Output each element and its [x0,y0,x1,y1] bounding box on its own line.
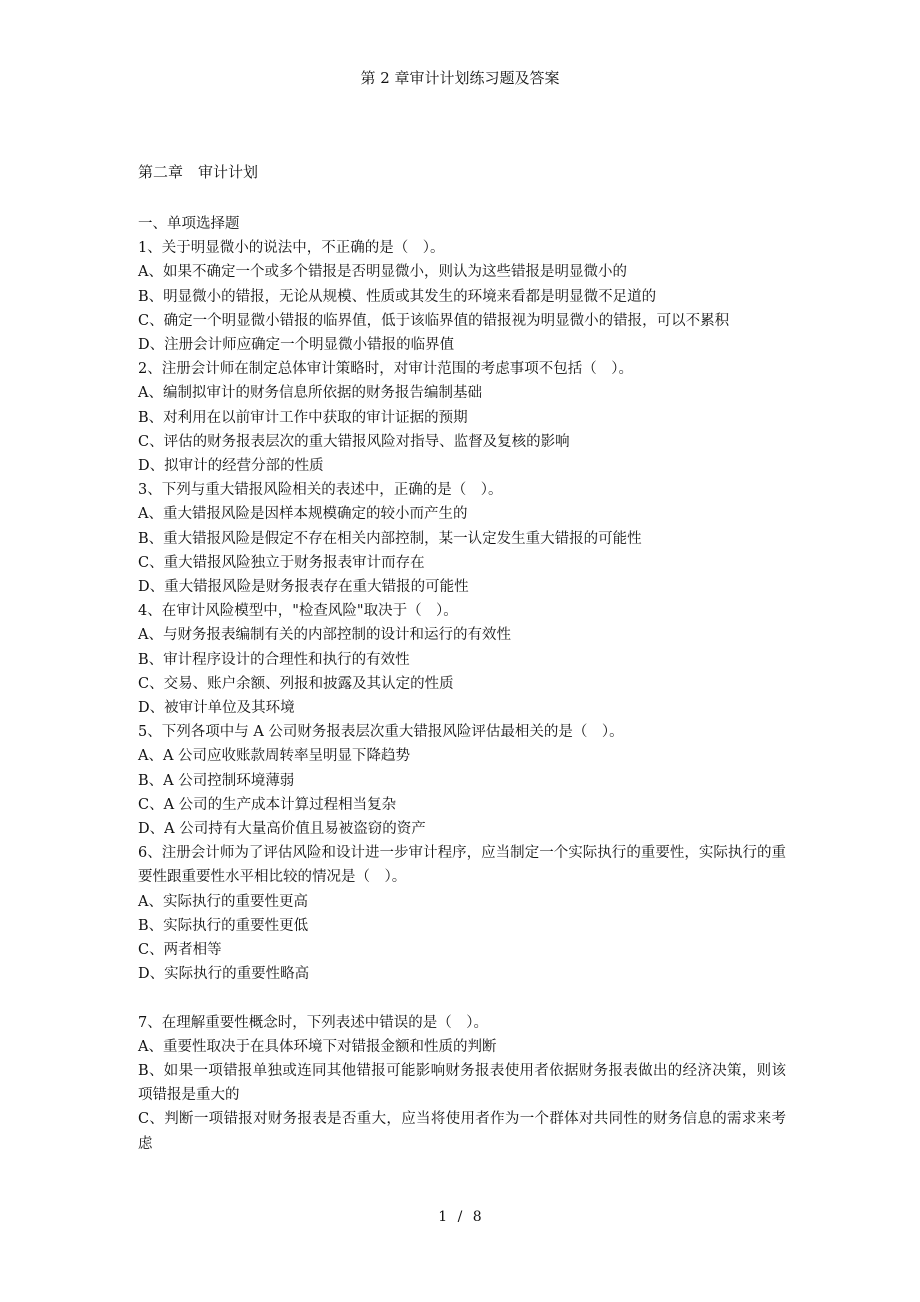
option-a: A、重大错报风险是因样本规模确定的较小而产生的 [138,506,468,523]
question-block [138,357,786,478]
question-stem: 4、在审计风险模型中，"检查风险"取决于（ ）。 [138,603,458,620]
document-title: 第 2 章审计计划练习题及答案 [360,69,560,87]
chapter-heading: 第二章 审计计划 [138,163,259,181]
section-heading: 一、单项选择题 [138,216,240,232]
question-stem: 5、下列各项中与 A 公司财务报表层次重大错报风险评估最相关的是（ ）。 [138,724,624,741]
option-b: B、重大错报风险是假定不存在相关内部控制，某一认定发生重大错报的可能性 [138,530,642,547]
option-a: A、编制拟审计的财务信息所依据的财务报告编制基础 [138,385,482,402]
option-b: B、对利用在以前审计工作中获取的审计证据的预期 [138,409,468,426]
option-c: C、判断一项错报对财务报表是否重大，应当将使用者作为一个群体对共同性的财务信息的需求来考虑 [138,1111,786,1152]
option-b: B、实际执行的重要性更低 [138,917,309,934]
document-body [138,162,786,1156]
option-c: C、A 公司的生产成本计算过程相当复杂 [138,796,397,813]
question-stem: 6、注册会计师为了评估风险和设计进一步审计程序，应当制定一个实际执行的重要性，实际执行的重要性跟重要性水平相比较的情况是（ ）。 [138,845,786,886]
question-block [138,720,786,841]
option-b: B、如果一项错报单独或连同其他错报可能影响财务报表使用者依据财务报表做出的经济决策，则该项错报是重大的 [138,1062,786,1104]
option-c: C、两者相等 [138,942,222,959]
option-a: A、实际执行的重要性更高 [138,893,308,910]
question-block [138,478,786,599]
page-number: 1 / 8 [438,1209,482,1225]
option-d: D、A 公司持有大量高价值且易被盗窃的资产 [138,821,426,838]
question-block [138,841,786,986]
option-a: A、重要性取决于在具体环境下对错报金额和性质的判断 [138,1038,497,1055]
option-c: C、交易、账户余额、列报和披露及其认定的性质 [138,675,454,692]
option-b: B、审计程序设计的合理性和执行的有效性 [138,651,410,668]
option-c: C、评估的财务报表层次的重大错报风险对指导、监督及复核的影响 [138,433,570,450]
option-d: D、重大错报风险是财务报表存在重大错报的可能性 [138,579,469,596]
question-block [138,599,786,720]
option-b: B、明显微小的错报，无论从规模、性质或其发生的环境来看都是明显微不足道的 [138,288,657,305]
question-stem: 3、下列与重大错报风险相关的表述中，正确的是（ ）。 [138,482,503,499]
question-stem: 7、在理解重要性概念时，下列表述中错误的是（ ）。 [138,1014,488,1031]
option-b: B、A 公司控制环境薄弱 [138,772,295,789]
option-c: C、重大错报风险独立于财务报表审计而存在 [138,554,425,571]
question-stem: 2、注册会计师在制定总体审计策略时，对审计范围的考虑事项不包括（ ）。 [138,361,633,378]
option-d: D、注册会计师应确定一个明显微小错报的临界值 [138,337,455,354]
option-d: D、拟审计的经营分部的性质 [138,458,324,475]
question-stem: 1、关于明显微小的说法中，不正确的是（ ）。 [138,240,445,257]
option-d: D、被审计单位及其环境 [138,700,295,717]
option-a: A、与财务报表编制有关的内部控制的设计和运行的有效性 [138,627,511,644]
option-c: C、确定一个明显微小错报的临界值，低于该临界值的错报视为明显微小的错报，可以不累积 [138,312,730,329]
option-d: D、实际执行的重要性略高 [138,966,310,983]
question-block [138,1011,786,1156]
option-a: A、如果不确定一个或多个错报是否明显微小，则认为这些错报是明显微小的 [138,264,627,281]
option-a: A、A 公司应收账款周转率呈明显下降趋势 [138,748,411,765]
question-block [138,236,786,357]
